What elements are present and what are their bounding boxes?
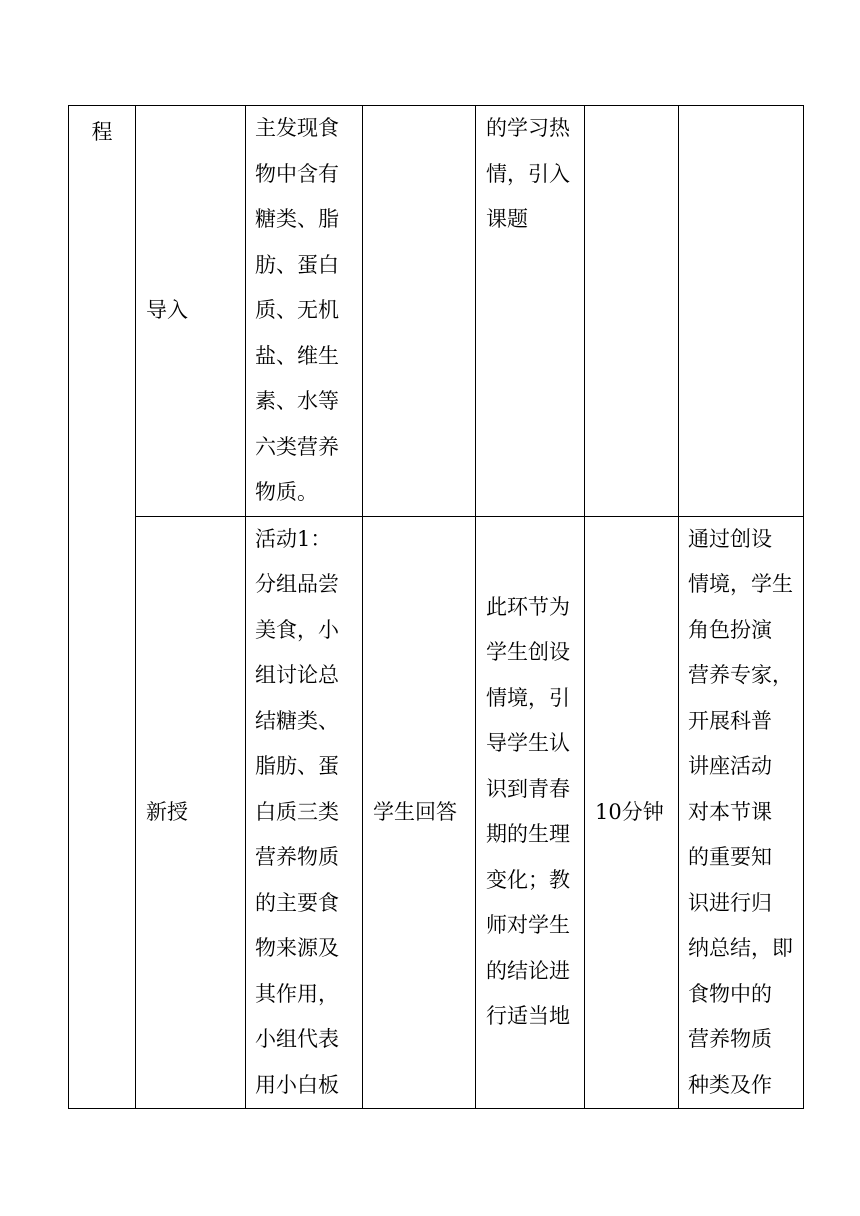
table-row-new-lesson [69, 516, 804, 1109]
step-label-new-lesson: 新授 [146, 799, 188, 824]
time-cell-new-lesson [585, 516, 679, 1109]
step-cell-new-lesson [136, 516, 246, 1109]
intent-cell-intro [476, 106, 585, 517]
lesson-plan-table [68, 105, 804, 1109]
step-cell-intro [136, 106, 246, 517]
intent-text-new-lesson: 此环节为 学生创设 情境，引 导学生认 识到青春 期的生理 变化；教 师对学生 的结论进 行适当地 [486, 594, 570, 1029]
student-cell-new-lesson [363, 516, 476, 1109]
intent-cell-new-lesson [476, 516, 585, 1109]
time-text-new-lesson: 10分钟 [595, 799, 664, 824]
intent-text-intro: 的学习热 情，引入 课题 [486, 116, 570, 231]
note-cell-new-lesson [679, 516, 804, 1109]
note-text-new-lesson: 通过创设 情境，学生 角色扮演 营养专家， 开展科普 讲座活动 对本节课 的重要知 识进行归 纳总结，即 食物中的 营养物质 种类及作 [688, 526, 793, 1097]
stage-label: 程 [91, 120, 113, 144]
note-cell-intro [679, 106, 804, 517]
table-row-intro [69, 106, 804, 517]
student-text-new-lesson: 学生回答 [373, 799, 457, 824]
stage-label-cell [69, 106, 136, 1109]
student-cell-intro [363, 106, 476, 517]
content-text-new-lesson: 活动1： 分组品尝 美食，小 组讨论总 结糖类、 脂肪、蛋 白质三类 营养物质 的主要食 物来源及 其作用， 小组代表 用小白板 [255, 526, 339, 1097]
time-cell-intro [585, 106, 679, 517]
content-text-intro: 主发现食 物中含有 糖类、脂 肪、蛋白 质、无机 盐、维生 素、水等 六类营养 物质。 [255, 116, 339, 504]
content-cell-new-lesson [246, 516, 363, 1109]
step-label-intro: 导入 [146, 298, 188, 322]
content-cell-intro [246, 106, 363, 517]
